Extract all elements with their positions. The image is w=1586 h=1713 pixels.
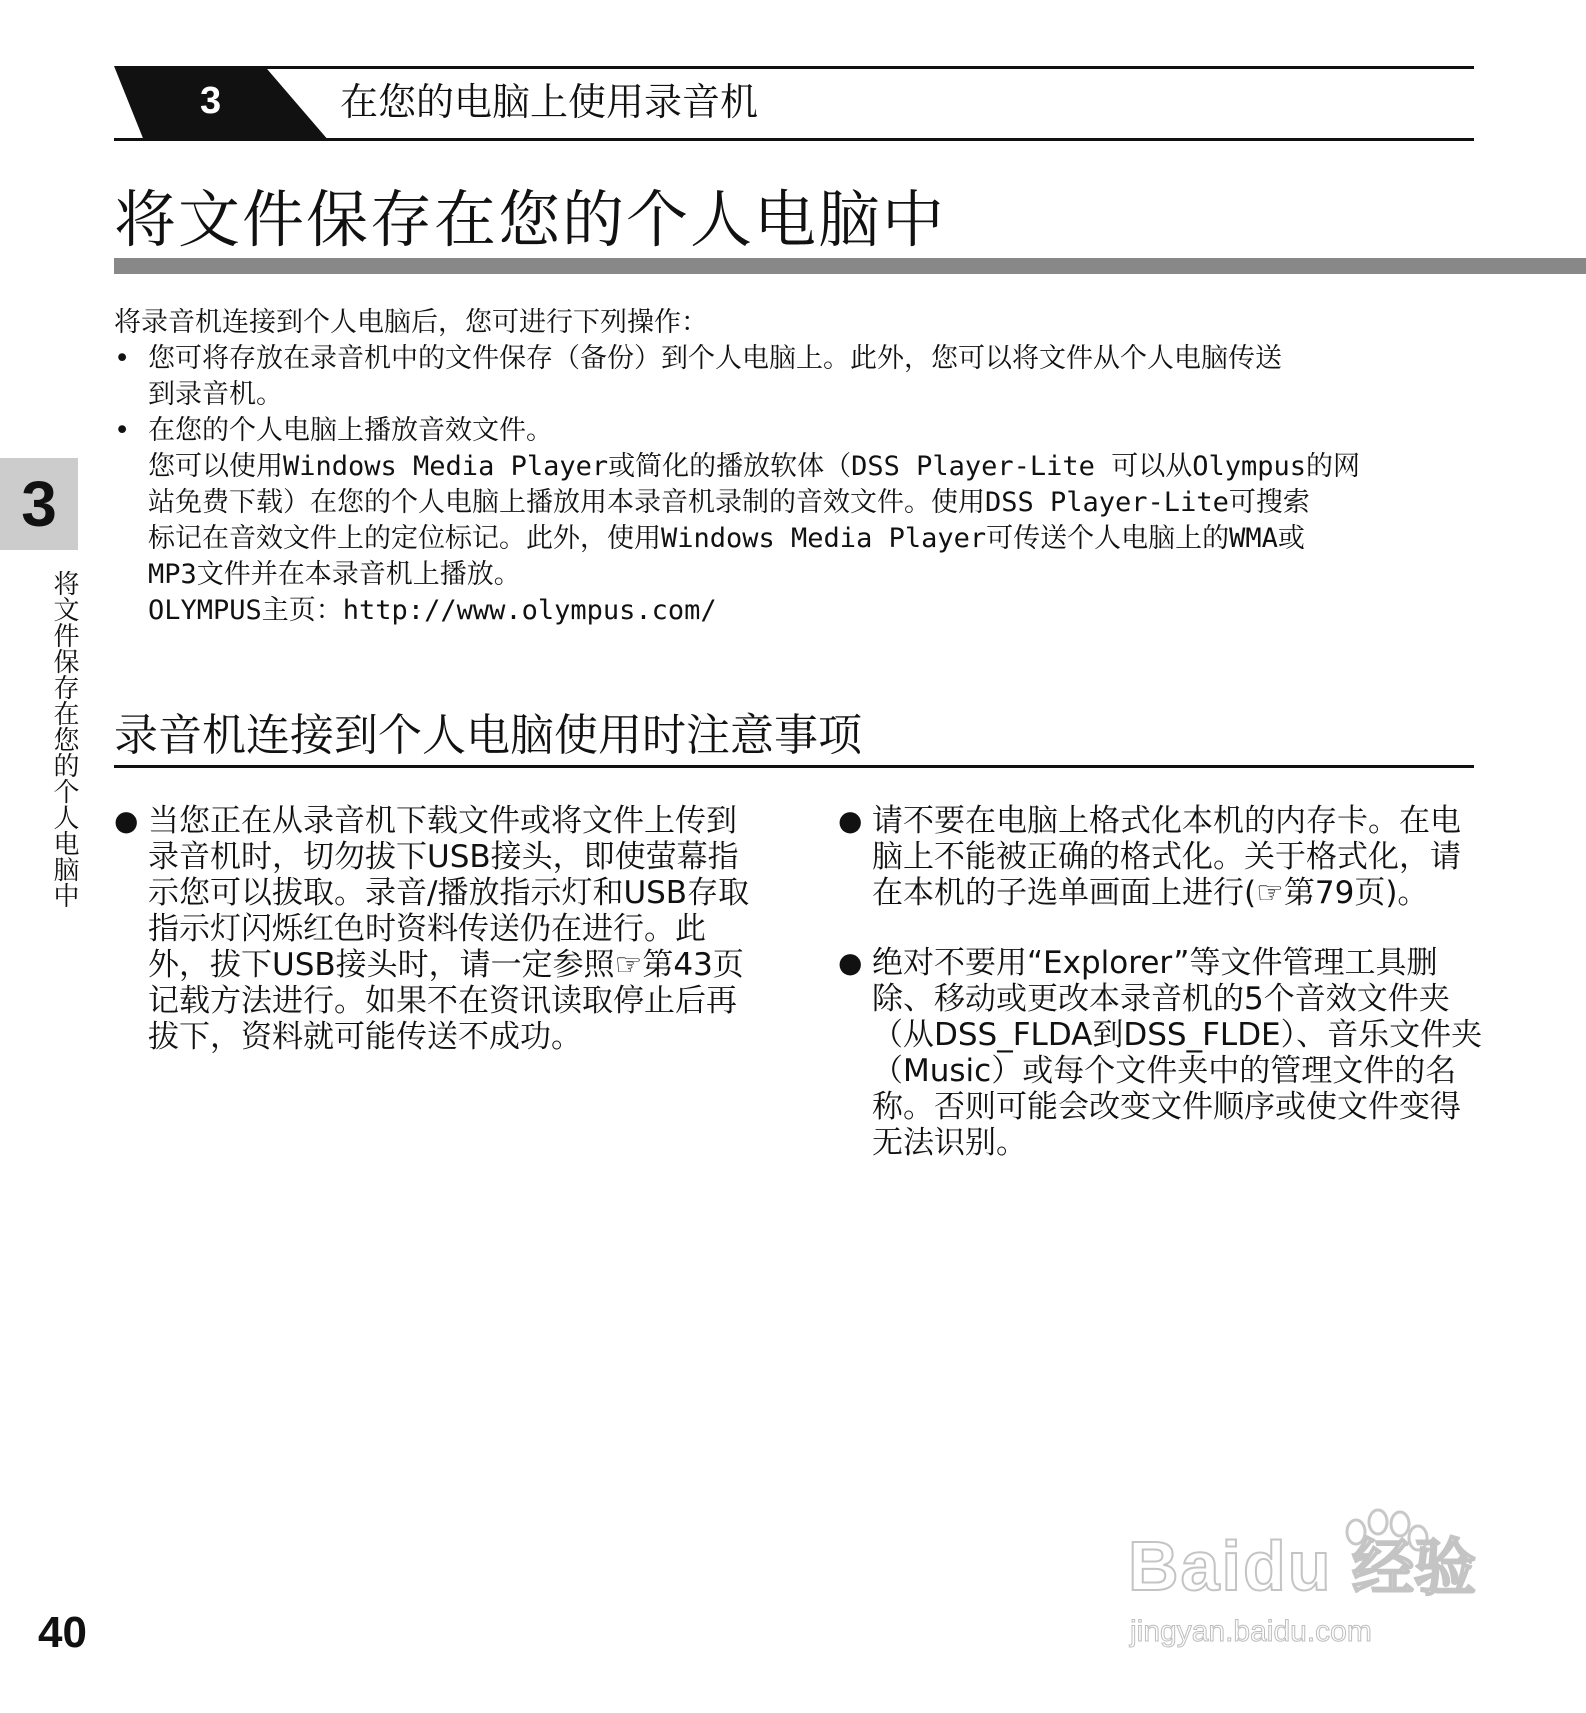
intro-bullet-2-line: 您可以使用Windows Media Player或简化的播放软体（DSS Player-Lite 可以从Olympus的网 <box>148 451 1360 482</box>
bullet-marker: • <box>114 415 131 446</box>
header-top-rule <box>250 66 1474 69</box>
note-bullet-icon: ● <box>114 804 139 837</box>
olympus-homepage: OLYMPUS主页：http://www.olympus.com/ <box>148 595 717 626</box>
note-right-2-line: （从DSS_FLDA到DSS_FLDE）、音乐文件夹 <box>872 1017 1483 1053</box>
note-right-2-line: 除、移动或更改本录音机的5个音效文件夹 <box>872 981 1450 1017</box>
note-right-2-line: 无法识别。 <box>872 1125 1027 1161</box>
watermark-brand: Baidu <box>1128 1527 1333 1605</box>
note-left-line: 录音机时，切勿拔下USB接头，即使萤幕指 <box>148 839 739 875</box>
page-title: 将文件保存在您的个人电脑中 <box>114 183 947 256</box>
section-rule <box>114 765 1474 768</box>
note-right-2-line: （Music）或每个文件夹中的管理文件的名 <box>872 1053 1457 1089</box>
header-bottom-rule <box>114 138 1474 141</box>
note-left-line: 当您正在从录音机下载文件或将文件上传到 <box>148 803 737 839</box>
intro-bullet-2-line: MP3文件并在本录音机上播放。 <box>148 559 521 590</box>
side-chapter-number: 3 <box>21 468 57 540</box>
note-right-1-line: 脑上不能被正确的格式化。关于格式化，请 <box>872 839 1461 875</box>
intro-bullet-1-line: 您可将存放在录音机中的文件保存（备份）到个人电脑上。此外，您可以将文件从个人电脑传送 <box>148 343 1282 374</box>
section-heading: 录音机连接到个人电脑使用时注意事项 <box>114 710 862 761</box>
note-bullet-icon: ● <box>838 946 863 979</box>
note-right-1-line: 在本机的子选单画面上进行(☞第79页)。 <box>872 875 1429 911</box>
note-right-2-line: 称。否则可能会改变文件顺序或使文件变得 <box>872 1089 1461 1125</box>
note-left-line: 拔下，资料就可能传送不成功。 <box>148 1019 582 1055</box>
watermark-url: jingyan.baidu.com <box>1130 1615 1372 1648</box>
note-right-1-line: 请不要在电脑上格式化本机的内存卡。在电 <box>872 803 1461 839</box>
intro-bullet-1-line: 到录音机。 <box>148 379 283 410</box>
chapter-number: 3 <box>200 80 222 122</box>
intro-lead: 将录音机连接到个人电脑后，您可进行下列操作： <box>114 307 708 338</box>
note-left-line: 指示灯闪烁红色时资料传送仍在进行。此 <box>148 911 706 947</box>
side-chapter-label: 将文件保存在您的个人电脑中 <box>49 570 79 908</box>
intro-bullet-2-line: 标记在音效文件上的定位标记。此外，使用Windows Media Player可传送个人电脑上的WMA或 <box>148 523 1305 554</box>
note-left-line: 外，拔下USB接头时，请一定参照☞第43页 <box>148 947 744 983</box>
note-left-line: 记载方法进行。如果不在资讯读取停止后再 <box>148 983 737 1019</box>
page-number: 40 <box>38 1608 87 1657</box>
note-bullet-icon: ● <box>838 804 863 837</box>
bullet-marker: • <box>114 343 131 374</box>
intro-bullet-2-line: 站免费下载）在您的个人电脑上播放用本录音机录制的音效文件。使用DSS Player-Lite可搜索 <box>148 487 1310 518</box>
watermark-suffix: 经验 <box>1352 1531 1477 1604</box>
note-right-2-line: 绝对不要用“Explorer”等文件管理工具删 <box>872 945 1438 981</box>
intro-bullet-2-line: 在您的个人电脑上播放音效文件。 <box>148 415 553 446</box>
note-left-line: 示您可以拔取。录音/播放指示灯和USB存取 <box>148 875 750 911</box>
chapter-title: 在您的电脑上使用录音机 <box>340 80 759 124</box>
title-underline-bar <box>114 258 1586 274</box>
